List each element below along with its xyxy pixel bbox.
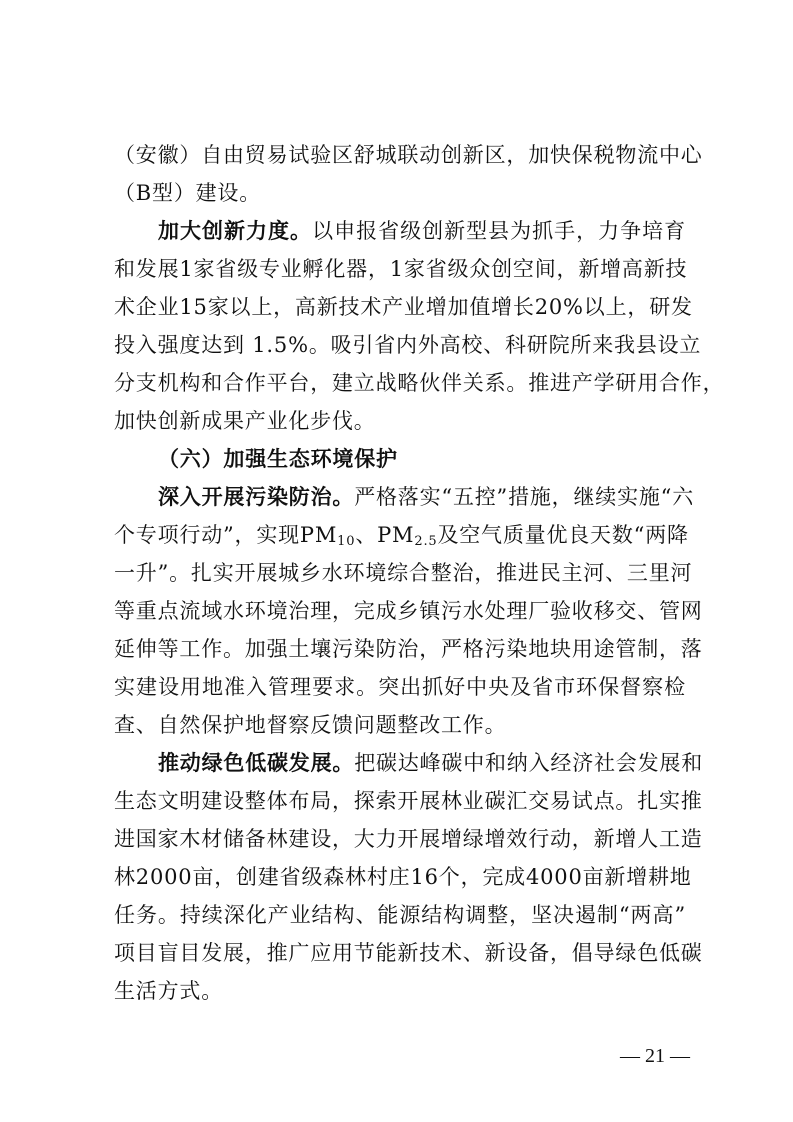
paragraph-3-line-6: 实建设用地准入管理要求。突出抓好中央及省市环保督察检	[114, 675, 686, 699]
paragraph-4-line-5: 任务。持续深化产业结构、能源结构调整，坚决遏制“两高”	[114, 903, 686, 927]
paragraph-4-line-7: 生活方式。	[114, 979, 223, 1003]
paragraph-3-line-3: 一升”。扎实开展城乡水环境综合整治，推进民主河、三里河	[114, 561, 693, 585]
paragraph-4-line-6: 项目盲目发展，推广应用节能新技术、新设备，倡导绿色低碳	[114, 941, 703, 965]
paragraph-2-line-4: 投入强度达到 1.5%。吸引省内外高校、科研院所来我县设立	[114, 333, 702, 357]
paragraph-2-line-2: 和发展1家省级专业孵化器，1家省级众创空间，新增高新技	[114, 257, 688, 281]
paragraph-3-line-1	[158, 478, 695, 516]
paragraph-2-line-1	[158, 212, 686, 250]
paragraph-1-line-2: （B型）建设。	[114, 181, 262, 205]
paragraph-2-lead: 加大创新力度。	[158, 218, 313, 243]
paragraph-4-line-1	[158, 744, 704, 782]
paragraph-3-line-2-a: 个专项行动”，实现PM	[114, 523, 338, 547]
pm10-subscript: 10	[337, 534, 356, 549]
paragraph-3-line-4: 等重点流域水环境治理，完成乡镇污水处理厂验收移交、管网	[114, 599, 703, 623]
paragraph-4-line-4: 林2000亩，创建省级森林村庄16个，完成4000亩新增耕地	[114, 865, 692, 889]
paragraph-3-lead: 深入开展污染防治。	[158, 484, 355, 509]
paragraph-3-line-2	[114, 516, 689, 554]
paragraph-4-first-line-rest: 把碳达峰碳中和纳入经济社会发展和	[354, 751, 704, 775]
paragraph-2-line-5: 分支机构和合作平台，建立战略伙伴关系。推进产学研用合作，	[114, 371, 725, 395]
paragraph-3-line-2-b: 、PM	[355, 523, 415, 547]
pm25-subscript: 2.5	[414, 534, 438, 549]
paragraph-3-line-5: 延伸等工作。加强土壤污染防治，严格污染地块用途管制，落	[114, 637, 703, 661]
paragraph-3-line-7: 查、自然保护地督察反馈问题整改工作。	[114, 713, 507, 737]
paragraph-2-first-line-rest: 以申报省级创新型县为抓手，力争培育	[312, 219, 686, 243]
paragraph-3-line-2-c: 及空气质量优良天数“两降	[437, 523, 689, 547]
paragraph-4-line-3: 进国家木材储备林建设，大力开展增绿增效行动，新增人工造	[114, 827, 703, 851]
section-heading: （六）加强生态环境保护	[158, 446, 398, 471]
paragraph-3-first-line-rest: 严格落实“五控”措施，继续实施“六	[354, 485, 695, 509]
paragraph-2-line-3: 术企业15家以上，高新技术产业增加值增长20%以上，研发	[114, 295, 693, 319]
paragraph-1-line-1: （安徽）自由贸易试验区舒城联动创新区，加快保税物流中心	[114, 143, 703, 167]
page-number: — 21 —	[620, 1045, 690, 1067]
paragraph-4-lead: 推动绿色低碳发展。	[158, 750, 355, 775]
paragraph-2-line-6: 加快创新成果产业化步伐。	[114, 409, 376, 433]
paragraph-4-line-2: 生态文明建设整体布局，探索开展林业碳汇交易试点。扎实推	[114, 789, 703, 813]
